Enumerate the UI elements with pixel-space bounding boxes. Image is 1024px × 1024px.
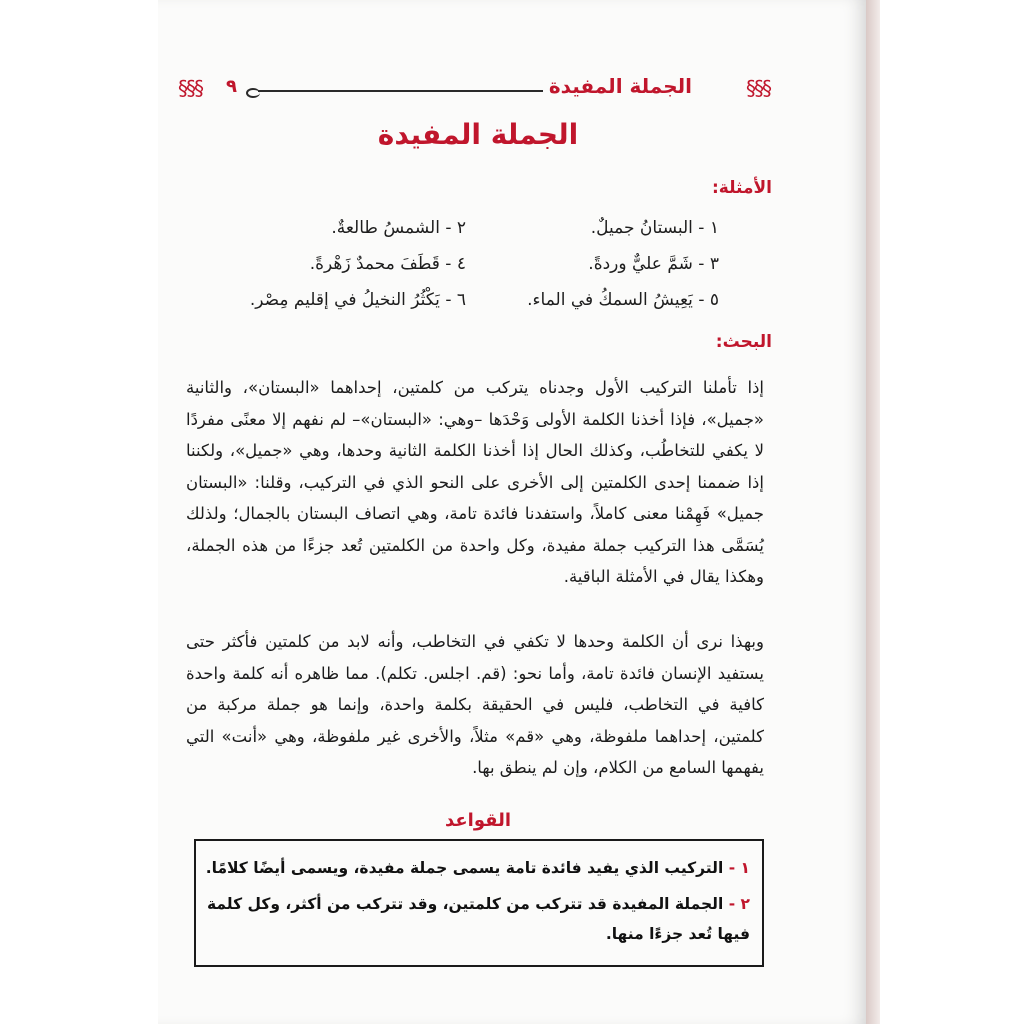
discussion-paragraph: إذا تأملنا التركيب الأول وجدناه يتركب من كلمتين، إحداهما «البستان»، والثانية «جميل»، فإذا أخذنا الكلمة الأولى وَحْدَها –وهي: «البستان»– لم نفهم إلا معنًى مفردًا لا يكفي للتخاطُب، وكذلك الحال إذا أخذنا الكلمة الثانية وحدها، وهي «جميل»، ولكننا إذا ضممنا إحدى الكلمتين إلى الأخرى على النحو الذي في التركيب، وقلنا: «البستان جميل» فَهِمْنا معنى كاملاً، واستفدنا فائدة تامة، وهي اتصاف البستان بالجمال؛ ولذلك يُسَمَّى هذا التركيب جملة مفيدة، وكل واحدة من الكلمتين تُعد جزءًا من هذه الجملة، وهكذا يقال في الأمثلة الباقية. xyxy=(186,378,764,586)
example-item: ٥ - يَعِيشُ السمكُ في الماء. xyxy=(527,290,719,310)
rule-number: ٢ - xyxy=(728,895,750,913)
example-item: ٢ - الشمسُ طالعةٌ. xyxy=(331,218,466,238)
running-title: الجملة المفيدة xyxy=(543,74,698,98)
rule-item xyxy=(202,889,750,949)
example-item: ٤ - قَطَفَ محمدٌ زَهْرةً. xyxy=(309,254,466,274)
rule-number: ١ - xyxy=(728,859,750,877)
examples-heading: الأمثلة: xyxy=(712,178,772,198)
example-item: ٦ - يَكْثُرُ النخيلُ في إقليم مِصْر. xyxy=(249,290,466,310)
running-header xyxy=(178,70,770,110)
example-item: ٣ - شَمَّ عليٌّ وردةً. xyxy=(588,254,719,274)
rule-item xyxy=(202,853,750,883)
ornament-icon: §§§ xyxy=(178,76,202,100)
rules-box xyxy=(194,839,764,967)
discussion-paragraph: وبهذا نرى أن الكلمة وحدها لا تكفي في التخاطب، وأنه لابد من كلمتين فأكثر حتى يستفيد الإنسان فائدة تامة، وأما نحو: (قم. اجلس. تكلم). مما ظاهره أنه كلمة واحدة كافية في التخاطب، فليس في الحقيقة بكلمة واحدة، وإنما هو جملة مركبة من كلمتين، إحداهما ملفوظة، وهي «قم» مثلاً، والأخرى غير ملفوظة، وهي «أنت» التي يفهمها السامع من الكلام، وإن لم ينطق بها. xyxy=(186,632,764,777)
lesson-title: الجملة المفيدة xyxy=(377,118,579,151)
discussion-heading: البحث: xyxy=(715,332,772,352)
page-number: ٩ xyxy=(226,76,237,97)
example-item: ١ - البستانُ جميلٌ. xyxy=(590,218,719,238)
rule-text: الجملة المفيدة قد تتركب من كلمتين، وقد تتركب من أكثر، وكل كلمة فيها تُعد جزءًا منها. xyxy=(207,895,750,943)
rule-text: التركيب الذي يفيد فائدة تامة يسمى جملة مفيدة، ويسمى أيضًا كلامًا. xyxy=(205,859,724,877)
page-binding-edge xyxy=(866,0,880,1024)
rules-heading: القواعد xyxy=(444,810,512,831)
ornament-icon: §§§ xyxy=(746,76,770,100)
